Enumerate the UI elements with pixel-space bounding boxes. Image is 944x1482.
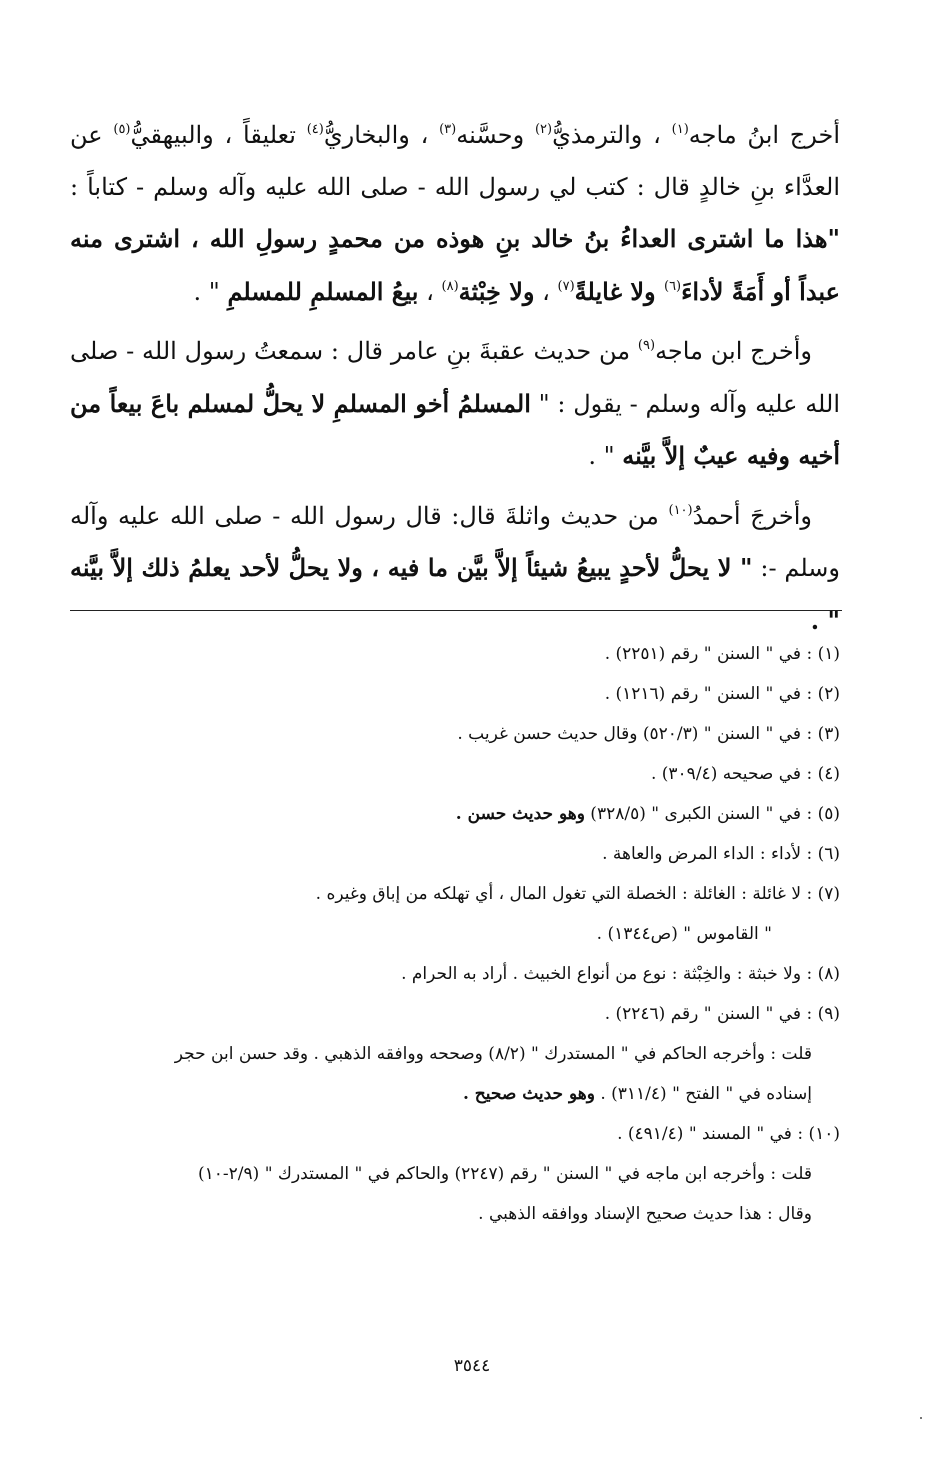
footnotes (70, 634, 840, 1234)
footnote-10: (١٠) : في " المسند " (٤٩١/٤) . (617, 1124, 840, 1144)
text: عن العدَّاء بنِ خالدٍ قال : كتب لي رسول الله - صلى الله عليه وآله وسلم - كتاباً : (70, 121, 840, 201)
paragraph-3 (70, 491, 840, 648)
text: من حديث عقبةَ بنِ عامر قال : سمعتُ رسول الله - صلى الله عليه وآله وسلم - يقول : " (70, 337, 840, 418)
text: وأخرج ابن ماجه (655, 337, 812, 365)
text: ، والترمذيُّ (552, 121, 672, 149)
footnote-9-note-line-2 (70, 1074, 840, 1114)
footnote-8: (٨) : ولا خبثة : والخِبْثة : نوع من أنواع الخبيث . أراد به الحرام . (401, 964, 840, 984)
paragraph-1 (70, 110, 840, 318)
bold-text: " لا يحلُّ لأحدٍ يبيعُ شيئاً إلاَّ بيَّن ما فيه ، ولا يحلُّ لأحد يعلمُ ذلك إلاَّ بيَّنه " . (70, 553, 840, 635)
footnote-ref: (١) (671, 122, 689, 137)
text: ، والبخاريُّ (323, 121, 440, 149)
footnote-10-note-line-2: وقال : هذا حديث صحيح الإسناد ووافقه الذهبي . (478, 1204, 812, 1224)
text: أخرج ابنُ ماجه (688, 121, 841, 149)
paragraph-2 (70, 326, 840, 483)
footnote-3: (٣) : في " السنن " (٥٢٠/٣) وقال حديث حسن غريب . (457, 724, 840, 744)
footnote-ref: (٦) (663, 278, 682, 294)
bold-text: "هذا ما اشترى العداءُ بنُ خالد بنِ هوذه من محمدٍ رسولِ الله ، اشترى منه عبداً أو أَمَةً لأداءَ (70, 224, 840, 306)
footnote-7: (٧) : لا غائلة : الغائلة : الخصلة التي تغول المال ، أي تهلكه من إباق وغيره . (315, 884, 840, 904)
text: (٥) : في " السنن الكبرى " (٣٢٨/٥) (584, 804, 840, 824)
bold-text: وهو حديث صحيح . (462, 1084, 595, 1104)
footnote-9-note-line-1: قلت : وأخرجه الحاكم في " المستدرك " (٨/٢) وصححه ووافقه الذهبي . وقد حسن ابن حجر (174, 1044, 812, 1064)
footnote-ref: (٢) (534, 122, 553, 137)
text: وحسَّنه (456, 121, 535, 149)
main-text (70, 110, 840, 647)
footnote-7-source: " القاموس " (ص١٣٤٤) . (596, 924, 772, 944)
bold-text: وهو حديث حسن . (455, 804, 585, 824)
footnote-ref: (٣) (439, 122, 457, 137)
text: " . (193, 277, 228, 306)
page-number: ٣٥٤٤ (453, 1356, 491, 1376)
footnote-9: (٩) : في " السنن " رقم (٢٢٤٦) . (604, 1004, 840, 1024)
bold-text: ولا خِبْثة (458, 276, 535, 306)
footnote-ref: (٧) (557, 278, 575, 294)
footnote-1: (١) : في " السنن " رقم (٢٢٥١) . (604, 644, 840, 664)
text: ، (418, 277, 442, 306)
scan-speck (920, 1417, 922, 1419)
text: تعليقاً ، والبيهقيُّ (130, 121, 307, 149)
text: ، (534, 277, 558, 306)
footnote-ref: (٤) (306, 122, 324, 137)
bold-text: بيعُ المسلمِ للمسلمِ (227, 276, 419, 306)
bold-text: المسلمُ أخو المسلمِ لا يحلُّ لمسلم باعَ بيعاً من أخيه وفيه عيبٌ إلاَّ بيَّنه (70, 388, 840, 470)
footnote-5 (70, 794, 840, 834)
footnote-ref: (٥) (113, 122, 131, 137)
footnote-ref: (١٠) (668, 502, 693, 518)
text: من حديث واثلةَ قال: قال رسول الله - صلى الله عليه وآله وسلم -: (70, 501, 841, 582)
footnote-separator (70, 610, 842, 611)
footnote-ref: (٩) (637, 338, 656, 353)
footnote-6: (٦) : لأداء : الداء المرض والعاهة . (602, 844, 840, 864)
footnote-ref: (٨) (441, 278, 459, 294)
text: إسناده في " الفتح " (٣١١/٤) . (594, 1084, 812, 1104)
text: وأخرجَ أحمدُ (692, 501, 812, 530)
footnote-2: (٢) : في " السنن " رقم (١٢١٦) . (604, 684, 840, 704)
text: " . (588, 442, 623, 470)
bold-text: ولا غايلةً (574, 276, 664, 306)
footnote-10-note-line-1: قلت : وأخرجه ابن ماجه في " السنن " رقم (٢٢٤٧) والحاكم في " المستدرك " (٢/٩-١٠) (198, 1164, 812, 1184)
footnote-4: (٤) : في صحيحه (٣٠٩/٤) . (650, 764, 840, 784)
